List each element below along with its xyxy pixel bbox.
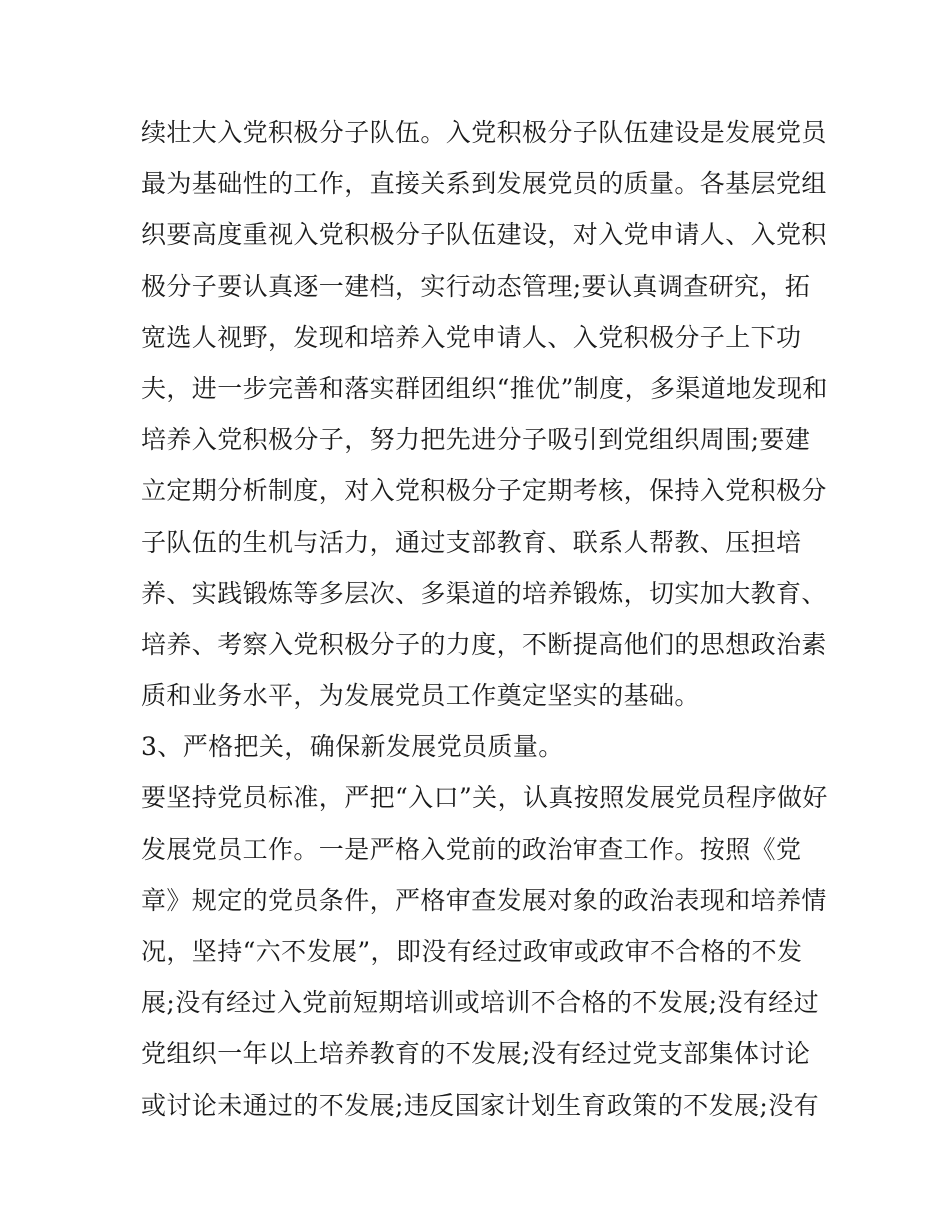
text-line: 或讨论未通过的不发展;违反国家计划生育政策的不发展;没有 (141, 1090, 820, 1120)
text-line: 培养入党积极分子，努力把先进分子吸引到党组织周围;要建 (141, 425, 811, 455)
text-line: 发展党员工作。一是严格入党前的政治审查工作。按照《党 (141, 834, 802, 864)
text-line: 党组织一年以上培养教育的不发展;没有经过党支部集体讨论 (141, 1039, 811, 1069)
text-line: 况，坚持“六不发展”，即没有经过政审或政审不合格的不发 (141, 937, 803, 966)
text-line: 质和业务水平，为发展党员工作奠定坚实的基础。 (141, 681, 700, 711)
text-line: 立定期分析制度，对入党积极分子定期考核，保持入党积极分 (141, 476, 827, 506)
text-line: 养、实践锻炼等多层次、多渠道的培养锻炼，切实加大教育、 (141, 578, 827, 608)
text-line: 子队伍的生机与活力，通过支部教育、联系人帮教、压担培 (141, 527, 802, 557)
text-line: 培养、考察入党积极分子的力度，不断提高他们的思想政治素 (141, 629, 827, 659)
text-line: 要坚持党员标准，严把“入口”关，认真按照发展党员程序做好 (141, 783, 828, 813)
text-line: 展;没有经过入党前短期培训或培训不合格的不发展;没有经过 (141, 988, 820, 1018)
text-line: 宽选人视野，发现和培养入党申请人、入党积极分子上下功 (141, 322, 802, 352)
text-line: 夫，进一步完善和落实群团组织“推优”制度，多渠道地发现和 (141, 373, 828, 403)
body-text (141, 107, 828, 1131)
text-line: 章》规定的党员条件，严格审查发展对象的政治表现和培养情 (141, 885, 827, 915)
text-line: 织要高度重视入党积极分子队伍建设，对入党申请人、入党积 (141, 220, 827, 250)
text-line: 续壮大入党积极分子队伍。入党积极分子队伍建设是发展党员 (141, 118, 827, 147)
text-line: 最为基础性的工作，直接关系到发展党员的质量。各基层党组 (141, 169, 827, 199)
section-heading: 3、严格把关，确保新发展党员质量。 (141, 732, 564, 762)
text-line: 极分子要认真逐一建档，实行动态管理;要认真调查研究，拓 (141, 271, 811, 301)
